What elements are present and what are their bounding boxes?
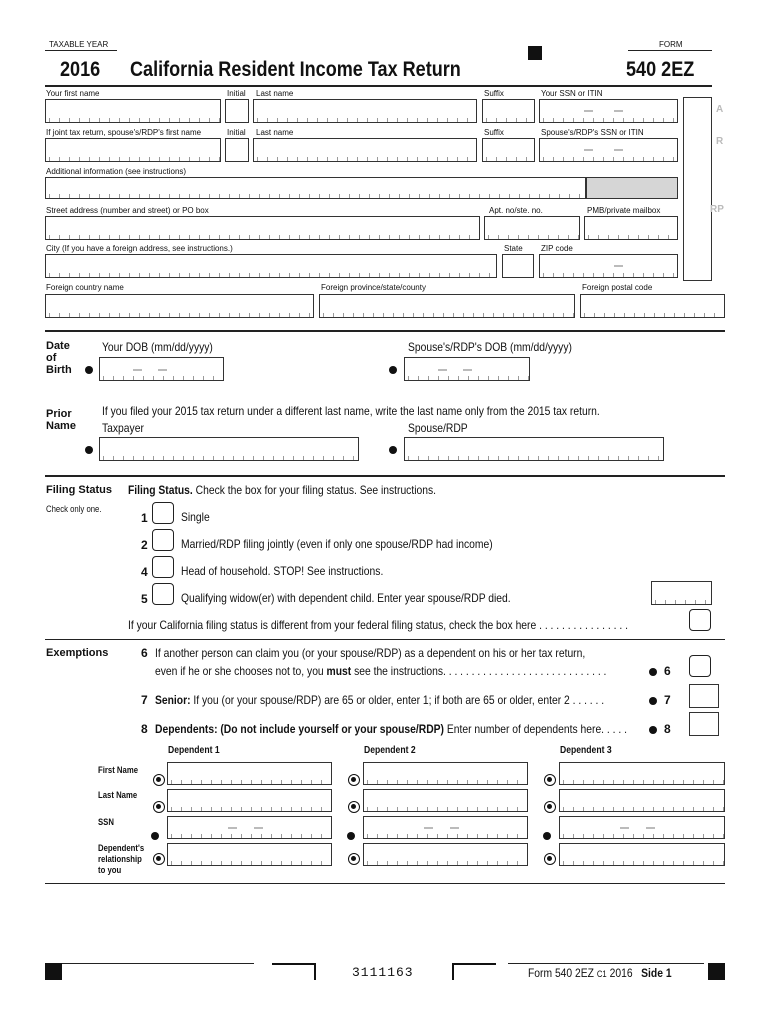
dependent-2-relationship-input[interactable] [363, 843, 528, 866]
bullet-icon [389, 366, 397, 374]
divider [628, 50, 712, 51]
head-of-household-label: Head of household. STOP! See instructions. [181, 564, 384, 578]
apt-label: Apt. no/ste. no. [489, 206, 543, 215]
code-rp: RP [710, 204, 724, 215]
city-label: City (If you have a foreign address, see instructions.) [46, 244, 233, 253]
line7-text: Senior: If you (or your spouse/RDP) are 65 or older, enter 1; if both are 65 or older, enter 2 . . . . . . [155, 693, 605, 707]
bullet-icon [389, 446, 397, 454]
ssn-separator [450, 827, 459, 829]
last-name-input[interactable] [253, 99, 477, 123]
line6-checkbox[interactable] [689, 655, 711, 677]
foreign-country-label: Foreign country name [46, 283, 124, 292]
divider [45, 50, 117, 51]
city-input[interactable] [45, 254, 497, 278]
spouse-dob-label: Spouse's/RDP's DOB (mm/dd/yyyy) [408, 340, 572, 354]
target-icon [348, 853, 360, 865]
target-icon [544, 801, 556, 813]
ssn-separator [646, 827, 655, 829]
dependent-1-first-name-input[interactable] [167, 762, 332, 785]
spouse-suffix-input[interactable] [482, 138, 535, 162]
ssn-separator [424, 827, 433, 829]
ssn-separator [584, 149, 593, 151]
dependent-1-last-name-input[interactable] [167, 789, 332, 812]
foreign-postal-label: Foreign postal code [582, 283, 653, 292]
dependent-2-ssn-input[interactable] [363, 816, 528, 839]
target-icon [348, 774, 360, 786]
crop-mark [272, 963, 316, 980]
registration-mark [528, 46, 542, 60]
target-icon [348, 801, 360, 813]
bullet-icon [649, 697, 657, 705]
dependent-3-relationship-input[interactable] [559, 843, 725, 866]
line-number: 7 [141, 693, 148, 707]
target-icon [153, 774, 165, 786]
foreign-province-input[interactable] [319, 294, 575, 318]
apt-input[interactable] [484, 216, 580, 240]
suffix-input[interactable] [482, 99, 535, 123]
first-name-label: Your first name [46, 89, 100, 98]
married-joint-checkbox[interactable] [152, 529, 174, 551]
dependent-1-ssn-input[interactable] [167, 816, 332, 839]
initial-input[interactable] [225, 99, 249, 123]
ssn-separator [254, 827, 263, 829]
prior-taxpayer-input[interactable] [99, 437, 359, 461]
ssn-row-label: SSN [98, 817, 114, 827]
header-rule [45, 85, 712, 87]
your-dob-label: Your DOB (mm/dd/yyyy) [102, 340, 213, 354]
zip-label: ZIP code [541, 244, 573, 253]
ssn-input[interactable] [539, 99, 678, 123]
bullet-icon [151, 832, 159, 840]
state-input[interactable] [502, 254, 534, 278]
line6-text: If another person can claim you (or your spouse/RDP) as a dependent on his or her tax return, [155, 646, 586, 660]
spouse-first-name-label: If joint tax return, spouse's/RDP's first name [46, 128, 202, 137]
bullet-icon [85, 446, 93, 454]
pmb-label: PMB/private mailbox [587, 206, 661, 215]
bullet-icon [649, 668, 657, 676]
bullet-icon [649, 726, 657, 734]
line-ref: 8 [664, 722, 671, 736]
spouse-ssn-input[interactable] [539, 138, 678, 162]
prior-spouse-input[interactable] [404, 437, 664, 461]
ssn-separator [228, 827, 237, 829]
option-number: 1 [141, 511, 148, 525]
line-number: 6 [141, 646, 148, 660]
zip-separator [614, 265, 623, 267]
dependents-count-input[interactable] [689, 712, 719, 736]
additional-info-label: Additional information (see instructions) [46, 167, 187, 176]
foreign-country-input[interactable] [45, 294, 314, 318]
option-number: 5 [141, 592, 148, 606]
ssn-separator [620, 827, 629, 829]
additional-info-input[interactable] [45, 177, 586, 199]
street-input[interactable] [45, 216, 480, 240]
exemptions-heading: Exemptions [46, 647, 109, 659]
dob-heading: Date of Birth [46, 340, 72, 376]
initial-label: Initial [227, 89, 246, 98]
spouse-initial-label: Initial [227, 128, 246, 137]
zip-input[interactable] [539, 254, 678, 278]
date-separator [438, 369, 447, 371]
line-ref: 6 [664, 664, 671, 678]
dependent-3-last-name-input[interactable] [559, 789, 725, 812]
date-separator [158, 369, 167, 371]
different-status-text: If your California filing status is different from your federal filing status, check the box here . . . . . . . . . . . . . . . . [128, 618, 628, 632]
dependent-3-header: Dependent 3 [560, 745, 612, 756]
divider [508, 963, 704, 964]
taxpayer-label: Taxpayer [102, 421, 144, 435]
foreign-province-label: Foreign province/state/county [321, 283, 426, 292]
ssn-label: Your SSN or ITIN [541, 89, 603, 98]
spouse-initial-input[interactable] [225, 138, 249, 162]
target-icon [544, 774, 556, 786]
line6-text-cont: even if he or she chooses not to, you must see the instructions. . . . . . . . . . . . . . . . . . . . . . . . . . . . . [155, 664, 607, 678]
form-title: California Resident Income Tax Return [130, 58, 461, 81]
bullet-icon [347, 832, 355, 840]
dependent-2-header: Dependent 2 [364, 745, 416, 756]
dependent-2-last-name-input[interactable] [363, 789, 528, 812]
section-rule [45, 475, 725, 477]
check-only-one: Check only one. [46, 504, 102, 514]
spouse-first-name-input[interactable] [45, 138, 221, 162]
ssn-separator [584, 110, 593, 112]
filing-status-intro: Filing Status. Check the box for your filing status. See instructions. [128, 483, 437, 497]
dependent-3-ssn-input[interactable] [559, 816, 725, 839]
single-checkbox[interactable] [152, 502, 174, 524]
spouse-last-name-label: Last name [256, 128, 294, 137]
date-separator [463, 369, 472, 371]
line-ref: 7 [664, 693, 671, 707]
last-name-label: Last name [256, 89, 294, 98]
divider [62, 963, 254, 964]
date-separator [133, 369, 142, 371]
spouse-last-name-input[interactable] [253, 138, 477, 162]
dependent-2-first-name-input[interactable] [363, 762, 528, 785]
dependent-1-header: Dependent 1 [168, 745, 220, 756]
pmb-input[interactable] [584, 216, 678, 240]
crop-mark [452, 963, 496, 980]
qualifying-widow-checkbox[interactable] [152, 583, 174, 605]
married-joint-label: Married/RDP filing jointly (even if only one spouse/RDP had income) [181, 537, 493, 551]
spouse-rdp-label: Spouse/RDP [408, 421, 468, 435]
relationship-row-label: Dependent's relationship to you [98, 843, 145, 875]
registration-mark [45, 963, 62, 980]
first-name-input[interactable] [45, 99, 221, 123]
qualifying-widow-label: Qualifying widow(er) with dependent child. Enter year spouse/RDP died. [181, 591, 511, 605]
ssn-separator [614, 149, 623, 151]
target-icon [153, 801, 165, 813]
dependent-3-first-name-input[interactable] [559, 762, 725, 785]
line-number: 8 [141, 722, 148, 736]
foreign-postal-input[interactable] [580, 294, 725, 318]
single-label: Single [181, 510, 210, 524]
filing-status-heading: Filing Status [46, 484, 112, 496]
section-rule [45, 639, 725, 640]
prior-name-heading: Prior Name [46, 408, 76, 432]
line8-text: Dependents: (Do not include yourself or your spouse/RDP) Enter number of dependents here. . . . . [155, 722, 627, 736]
ssn-separator [614, 110, 623, 112]
spouse-suffix-label: Suffix [484, 128, 504, 137]
head-of-household-checkbox[interactable] [152, 556, 174, 578]
side-code-column [683, 97, 712, 281]
street-label: Street address (number and street) or PO box [46, 206, 209, 215]
bullet-icon [543, 832, 551, 840]
spouse-died-year-input[interactable] [651, 581, 712, 605]
section-rule [45, 330, 725, 332]
taxable-year-label: TAXABLE YEAR [49, 40, 109, 49]
state-label: State [504, 244, 523, 253]
code-a: A [716, 104, 724, 115]
shaded-field [586, 177, 678, 199]
target-icon [544, 853, 556, 865]
bullet-icon [85, 366, 93, 374]
form-label: FORM [659, 40, 683, 49]
different-status-checkbox[interactable] [689, 609, 711, 631]
registration-mark [708, 963, 725, 980]
first-name-row-label: First Name [98, 765, 139, 775]
form-number: 540 2EZ [626, 58, 695, 81]
suffix-label: Suffix [484, 89, 504, 98]
footer-form-ref: Form 540 2EZ C1 2016 Side 1 [528, 966, 672, 980]
option-number: 4 [141, 565, 148, 579]
tax-year: 2016 [60, 58, 101, 81]
option-number: 2 [141, 538, 148, 552]
section-rule [45, 883, 725, 884]
code-r: R [716, 136, 724, 147]
last-name-row-label: Last Name [98, 790, 138, 800]
barcode-number: 3111163 [352, 965, 414, 980]
senior-input[interactable] [689, 684, 719, 708]
dependent-1-relationship-input[interactable] [167, 843, 332, 866]
spouse-ssn-label: Spouse's/RDP's SSN or ITIN [541, 128, 644, 137]
prior-name-instruction: If you filed your 2015 tax return under a different last name, write the last name only from the 2015 tax return. [102, 404, 600, 418]
target-icon [153, 853, 165, 865]
